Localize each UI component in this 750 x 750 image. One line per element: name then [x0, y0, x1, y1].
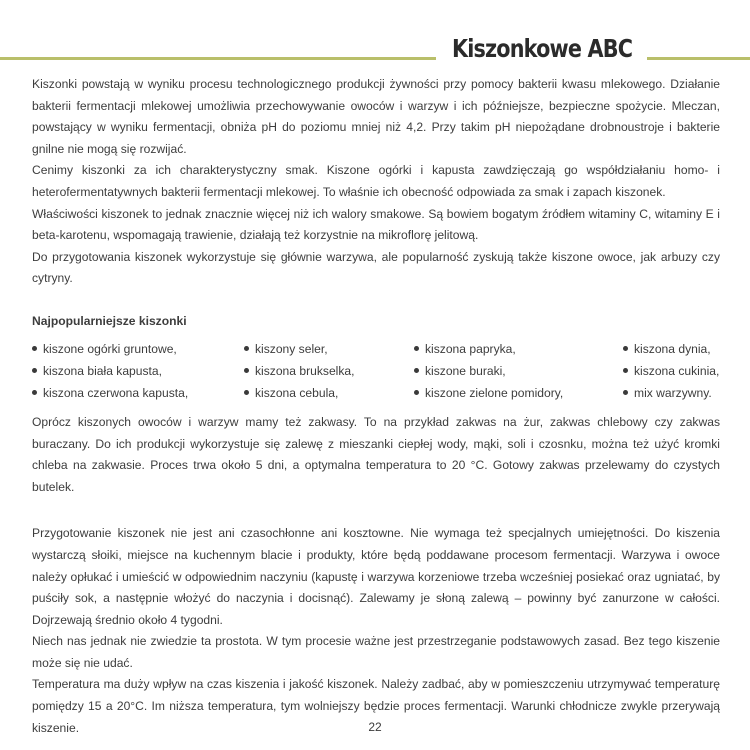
- preparation-paragraph-1: Przygotowanie kiszonek nie jest ani czasochłonne ani kosztowne. Nie wymaga też specjalnych umiejętności. Do kiszenia wystarczą słoiki, miejsce na kuchennym blacie i produkty, które będą poddawane procesom fermentacji. Warzywa i owoce należy opłukać i umieścić w odpowiednim naczyniu (kapustę i warzywa korzeniowe trzeba wcześniej posiekać oraz ugniatać, by puściły sok, a następnie włożyć do naczynia i docisnąć). Zalewamy je słoną zalewą – powinny być zanurzone w całości. Dojrzewają średnio około 4 tygodni.: [32, 526, 720, 627]
- list-item: kiszone zielone pomidory,: [414, 382, 623, 404]
- list-item: kiszone ogórki gruntowe,: [32, 338, 244, 360]
- list-column: [244, 338, 414, 404]
- intro-paragraph-2: Cenimy kiszonki za ich charakterystyczny smak. Kiszone ogórki i kapusta zawdzięczają go współdziałaniu homo- i heterofermentatywnych bakterii fermentacji mlekowej. To właśnie ich obecność odpowiada za smak i zapach kiszonek.: [32, 163, 720, 199]
- header-rule-right: [647, 57, 750, 60]
- page-number: 22: [368, 720, 382, 734]
- list-item: kiszona dynia,: [623, 338, 720, 360]
- list-item: kiszona biała kapusta,: [32, 360, 244, 382]
- bullet-icon: [244, 346, 249, 351]
- list-item: mix warzywny.: [623, 382, 720, 404]
- list-item: kiszona brukselka,: [244, 360, 414, 382]
- section-heading-popular: Najpopularniejsze kiszonki: [32, 313, 187, 328]
- bullet-icon: [244, 390, 249, 395]
- bullet-icon: [414, 368, 419, 373]
- article-body: [32, 74, 720, 739]
- list-item: kiszony seler,: [244, 338, 414, 360]
- preparation-paragraph-3: Temperatura ma duży wpływ na czas kiszenia i jakość kiszonek. Należy zadbać, aby w pomieszczeniu utrzymywać temperaturę pomiędzy 15 a 20°C. Im niższa temperatura, tym wolniejszy będzie proces fermentacji. Warunki chłodnicze zwykle przerywają kiszenie.: [32, 677, 720, 735]
- bullet-icon: [623, 346, 628, 351]
- intro-paragraph-3: Właściwości kiszonek to jednak znacznie więcej niż ich walory smakowe. Są bowiem bogatym źródłem witaminy C, witaminy E i beta-karotenu, wspomagają trawienie, działają też korzystnie na mikroflorę jelitową.: [32, 206, 720, 243]
- bullet-icon: [414, 346, 419, 351]
- bullet-icon: [623, 368, 628, 373]
- list-item: kiszona papryka,: [414, 338, 623, 360]
- popular-kiszonki-list: [32, 338, 720, 404]
- intro-paragraph-4: Do przygotowania kiszonek wykorzystuje się głównie warzywa, ale popularność zyskują także kiszone owoce, jak arbuzy czy cytryny.: [32, 249, 720, 286]
- bullet-icon: [32, 390, 37, 395]
- preparation-paragraph-2: Niech nas jednak nie zwiedzie ta prostota. W tym procesie ważne jest przestrzeganie podstawowych zasad. Bez tego kiszenie może się nie udać.: [32, 634, 720, 670]
- page-title: Kiszonkowe ABC: [452, 34, 633, 63]
- bullet-icon: [32, 368, 37, 373]
- header-rule-left: [0, 57, 436, 60]
- list-item: kiszona czerwona kapusta,: [32, 382, 244, 404]
- bullet-icon: [244, 368, 249, 373]
- bullet-icon: [32, 346, 37, 351]
- list-column: [623, 338, 720, 404]
- bullet-icon: [414, 390, 419, 395]
- list-column: [414, 338, 623, 404]
- zakwasy-paragraph: Oprócz kiszonych owoców i warzyw mamy też zakwasy. To na przykład zakwas na żur, zakwas chlebowy czy zakwas buraczany. Do ich produkcji wykorzystuje się zalewę z mieszanki ciepłej wody, mąki, soli i czosnku, można też użyć kromki chleba na zakwasie. Proces trwa około 5 dni, a optymalna temperatura to 20 °C. Gotowy zakwas przelewamy do czystych butelek.: [32, 414, 720, 494]
- list-column: [32, 338, 244, 404]
- intro-paragraph-1: Kiszonki powstają w wyniku procesu technologicznego produkcji żywności przy pomocy bakterii kwasu mlekowego. Działanie bakterii fermentacji mlekowej umożliwia przechowywanie owoców i warzyw i ich późniejsze, bezpieczne spożycie. Mleczan, powstający w wyniku fermentacji, obniża pH do poziomu mniej niż 4,2. Przy takim pH niepożądane drobnoustroje i bakterie gnilne nie mogą się rozwijać.: [32, 77, 720, 156]
- list-item: kiszona cukinia,: [623, 360, 720, 382]
- list-item: kiszone buraki,: [414, 360, 623, 382]
- page-header: [0, 0, 750, 72]
- bullet-icon: [623, 390, 628, 395]
- list-item: kiszona cebula,: [244, 382, 414, 404]
